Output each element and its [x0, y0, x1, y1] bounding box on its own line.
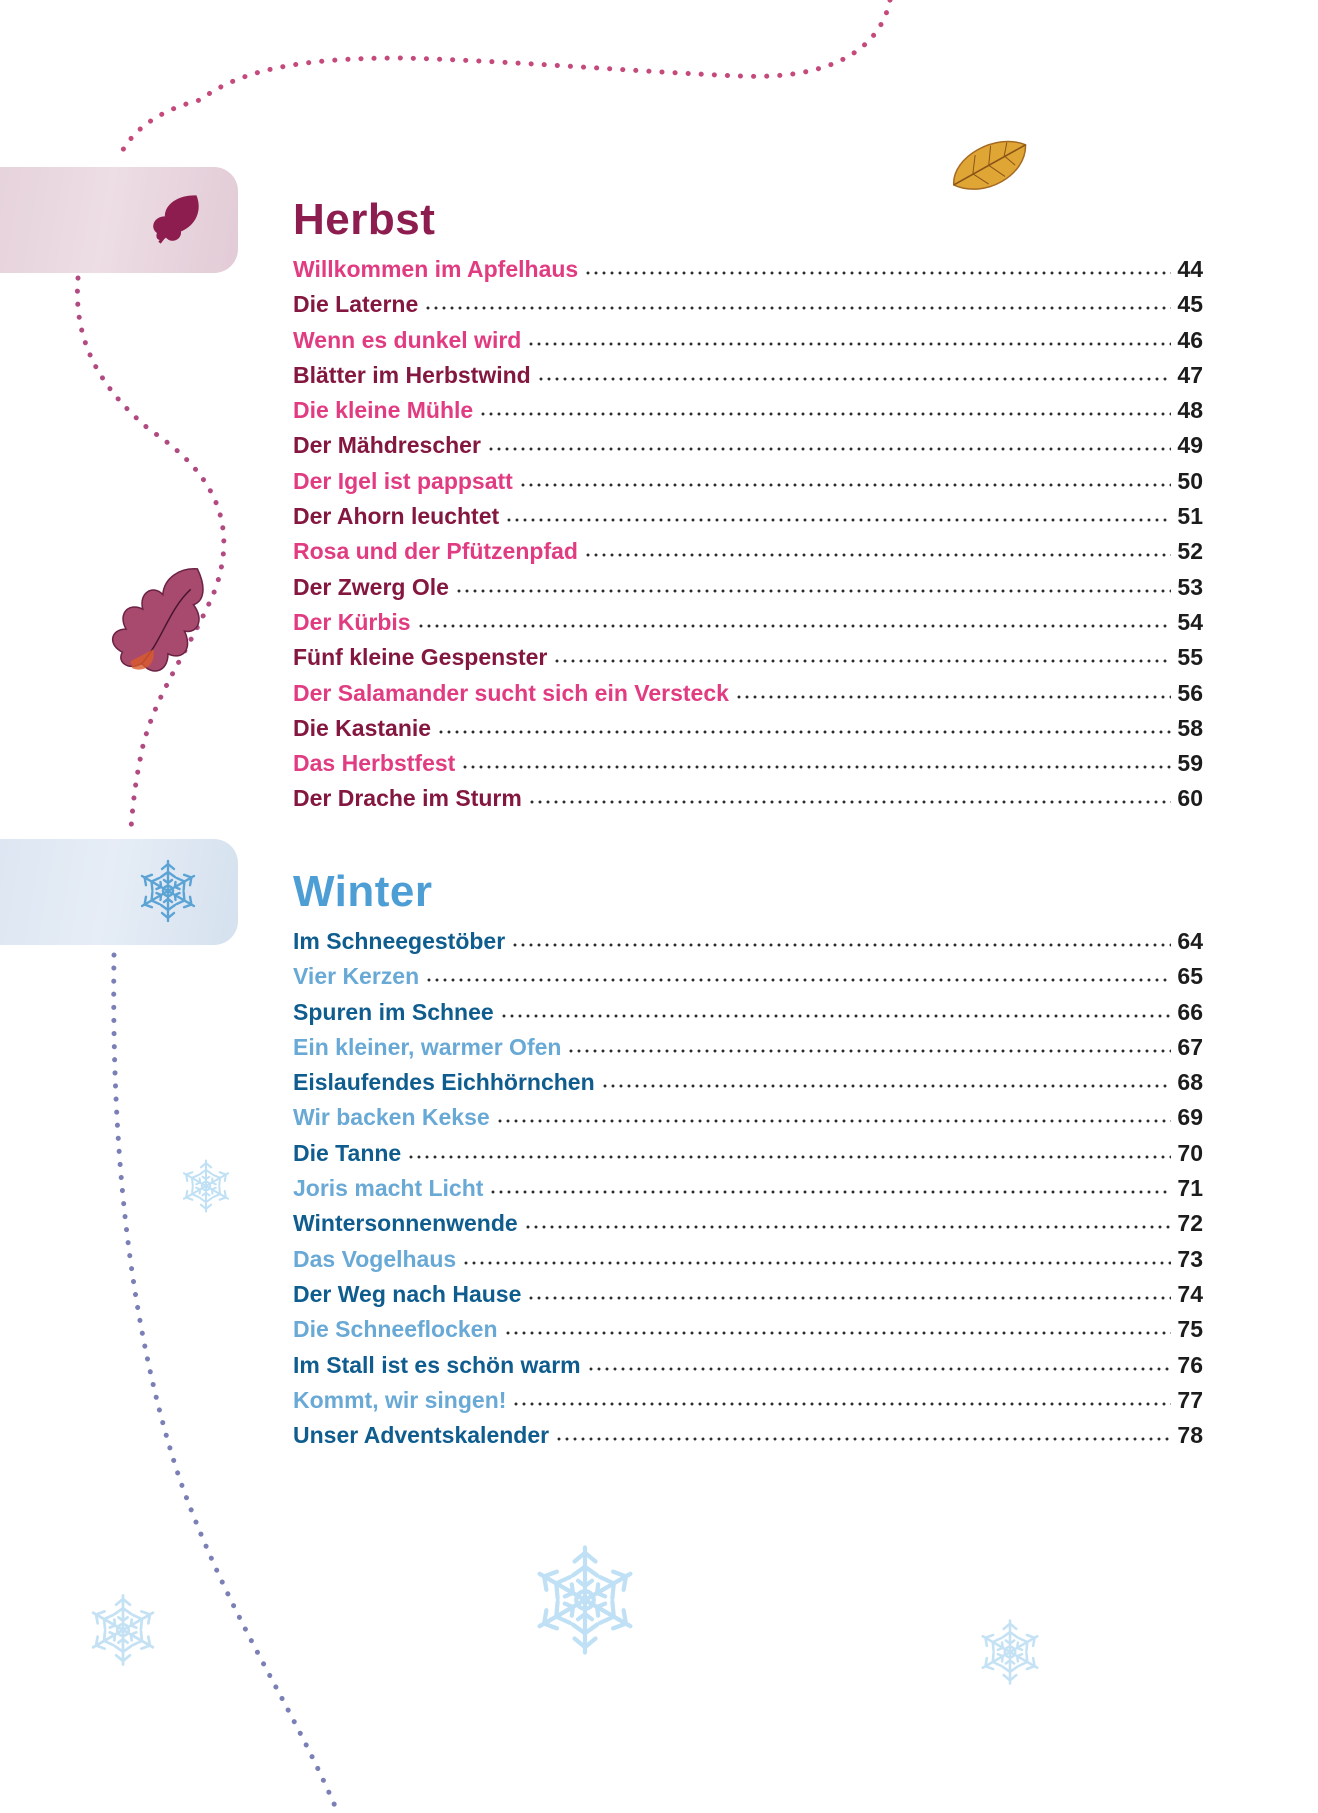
toc-entry-title: Das Herbstfest [293, 750, 456, 777]
toc-entry-page: 56 [1177, 679, 1203, 706]
toc-entry-page: 48 [1177, 397, 1203, 424]
dot-leader [505, 516, 1171, 524]
toc-entry-page: 50 [1177, 467, 1203, 494]
toc-entry[interactable] [293, 1281, 1203, 1316]
toc-entry-page: 78 [1177, 1422, 1203, 1449]
herbst-toc [293, 256, 1203, 821]
toc-entry-page: 75 [1177, 1316, 1203, 1343]
toc-entry-page: 72 [1177, 1210, 1203, 1237]
toc-entry-page: 59 [1177, 750, 1203, 777]
toc-entry-title: Der Kürbis [293, 608, 411, 635]
toc-entry-page: 69 [1177, 1104, 1203, 1131]
toc-entry-page: 52 [1177, 538, 1203, 565]
toc-entry[interactable] [293, 432, 1203, 467]
dot-leader [461, 763, 1171, 771]
winter-tab [0, 839, 238, 945]
toc-entry-title: Unser Adventskalender [293, 1422, 550, 1449]
oak-leaf-icon [99, 551, 231, 689]
toc-entry-title: Wenn es dunkel wird [293, 326, 522, 353]
toc-entry-title: Kommt, wir singen! [293, 1386, 507, 1413]
winter-section [293, 862, 1203, 1457]
toc-entry-page: 67 [1177, 1033, 1203, 1060]
toc-entry-page: 64 [1177, 928, 1203, 954]
snowflake-icon [181, 1161, 231, 1212]
toc-entry-page: 66 [1177, 998, 1203, 1025]
toc-entry-title: Spuren im Schnee [293, 998, 494, 1025]
dot-leader [455, 587, 1171, 595]
toc-entry[interactable] [293, 256, 1203, 291]
toc-entry-page: 65 [1177, 963, 1203, 990]
dot-leader [496, 1117, 1171, 1125]
dot-leader [567, 1047, 1171, 1055]
toc-entry-title: Die Tanne [293, 1139, 402, 1166]
dot-leader [407, 1153, 1171, 1161]
toc-entry-title: Der Ahorn leuchtet [293, 503, 500, 530]
toc-entry-title: Der Mähdrescher [293, 432, 481, 459]
toc-entry-page: 60 [1177, 785, 1203, 812]
dot-leader [537, 375, 1171, 383]
toc-entry-page: 45 [1177, 291, 1203, 318]
toc-entry-title: Blätter im Herbstwind [293, 361, 531, 388]
dot-leader [424, 304, 1171, 312]
toc-entry-title: Eislaufendes Eichhörnchen [293, 1069, 595, 1096]
toc-entry[interactable] [293, 574, 1203, 609]
dot-leader [553, 657, 1171, 665]
toc-entry-title: Der Weg nach Hause [293, 1280, 522, 1307]
toc-entry[interactable] [293, 1034, 1203, 1069]
toc-entry-title: Im Stall ist es schön warm [293, 1351, 581, 1378]
toc-entry[interactable] [293, 750, 1203, 785]
toc-entry-title: Die Laterne [293, 291, 419, 318]
toc-entry-page: 58 [1177, 714, 1203, 741]
dot-leader [504, 1329, 1171, 1337]
toc-entry-page: 46 [1177, 326, 1203, 353]
toc-entry-page: 68 [1177, 1069, 1203, 1096]
toc-entry[interactable] [293, 1246, 1203, 1281]
dot-leader [601, 1082, 1171, 1090]
toc-entry-page: 54 [1177, 608, 1203, 635]
leaf-icon [148, 183, 208, 253]
toc-entry[interactable] [293, 362, 1203, 397]
dot-leader [512, 1400, 1171, 1408]
dot-leader [524, 1223, 1171, 1231]
toc-entry-title: Wir backen Kekse [293, 1104, 490, 1131]
dot-leader [735, 693, 1171, 701]
snowflake-icon [979, 1621, 1041, 1684]
toc-entry[interactable] [293, 1422, 1203, 1457]
toc-entry-title: Fünf kleine Gespenster [293, 644, 548, 671]
snowflake-icon [533, 1548, 636, 1653]
dot-leader [479, 410, 1171, 418]
toc-entry-title: Das Vogelhaus [293, 1245, 457, 1272]
dot-leader [584, 551, 1171, 559]
toc-entry-title: Der Drache im Sturm [293, 785, 522, 812]
toc-entry-page: 71 [1177, 1175, 1203, 1202]
toc-entry[interactable] [293, 327, 1203, 362]
toc-entry[interactable] [293, 503, 1203, 538]
section-title-winter: Winter [293, 867, 433, 916]
toc-entry-title: Willkommen im Apfelhaus [293, 256, 579, 282]
dot-leader [425, 976, 1171, 984]
toc-entry[interactable] [293, 1352, 1203, 1387]
winter-toc [293, 928, 1203, 1457]
toc-entry[interactable] [293, 680, 1203, 715]
dot-leader [462, 1259, 1171, 1267]
toc-entry-title: Die kleine Mühle [293, 397, 474, 424]
dot-leader [527, 1294, 1171, 1302]
herbst-tab [0, 167, 238, 273]
toc-entry[interactable] [293, 1210, 1203, 1245]
toc-entry[interactable] [293, 644, 1203, 679]
toc-entry-page: 49 [1177, 432, 1203, 459]
dot-leader [519, 481, 1171, 489]
toc-entry[interactable] [293, 1387, 1203, 1422]
toc-entry[interactable] [293, 538, 1203, 573]
toc-entry[interactable] [293, 928, 1203, 963]
dot-leader [527, 340, 1171, 348]
toc-entry[interactable] [293, 785, 1203, 820]
dot-leader [500, 1012, 1171, 1020]
herbst-section [293, 190, 1203, 821]
dot-leader [584, 269, 1171, 277]
toc-entry[interactable] [293, 397, 1203, 432]
toc-entry[interactable] [293, 1069, 1203, 1104]
section-title-herbst: Herbst [293, 195, 436, 244]
snowflake-icon [128, 851, 208, 931]
dot-leader [489, 1188, 1171, 1196]
toc-entry-title: Ein kleiner, warmer Ofen [293, 1033, 562, 1060]
toc-entry[interactable] [293, 609, 1203, 644]
toc-entry-title: Der Igel ist pappsatt [293, 467, 513, 494]
toc-entry[interactable] [293, 1175, 1203, 1210]
toc-entry-page: 55 [1177, 644, 1203, 671]
toc-entry-page: 51 [1177, 503, 1203, 530]
toc-entry-title: Die Kastanie [293, 714, 432, 741]
toc-entry-title: Der Zwerg Ole [293, 573, 449, 600]
toc-entry-page: 70 [1177, 1139, 1203, 1166]
toc-entry[interactable] [293, 999, 1203, 1034]
toc-entry-page: 47 [1177, 361, 1203, 388]
snowflake-icon [89, 1596, 157, 1665]
dot-leader [487, 445, 1171, 453]
toc-entry-title: Rosa und der Pfützenpfad [293, 538, 578, 565]
dot-leader [417, 622, 1171, 630]
dot-leader [528, 798, 1171, 806]
toc-entry-title: Die Schneeflocken [293, 1316, 498, 1343]
toc-entry[interactable] [293, 715, 1203, 750]
dot-leader [587, 1365, 1171, 1373]
toc-entry-page: 77 [1177, 1386, 1203, 1413]
toc-entry-title: Im Schneegestöber [293, 928, 506, 954]
dotted-path-left [77, 278, 223, 835]
toc-entry-page: 76 [1177, 1351, 1203, 1378]
toc-entry-title: Joris macht Licht [293, 1175, 484, 1202]
dotted-path-top [118, 0, 890, 160]
toc-entry[interactable] [293, 468, 1203, 503]
toc-entry[interactable] [293, 1140, 1203, 1175]
dot-leader [511, 941, 1171, 949]
toc-entry[interactable] [293, 963, 1203, 998]
toc-entry-page: 53 [1177, 573, 1203, 600]
toc-entry[interactable] [293, 1104, 1203, 1139]
toc-entry[interactable] [293, 291, 1203, 326]
toc-entry-page: 74 [1177, 1280, 1203, 1307]
dot-leader [437, 728, 1171, 736]
toc-entry-page: 73 [1177, 1245, 1203, 1272]
toc-entry-title: Der Salamander sucht sich ein Versteck [293, 679, 729, 706]
dot-leader [555, 1435, 1171, 1443]
toc-entry-title: Wintersonnenwende [293, 1210, 518, 1237]
toc-entry[interactable] [293, 1316, 1203, 1351]
toc-entry-title: Vier Kerzen [293, 963, 420, 990]
toc-entry-page: 44 [1177, 256, 1203, 282]
